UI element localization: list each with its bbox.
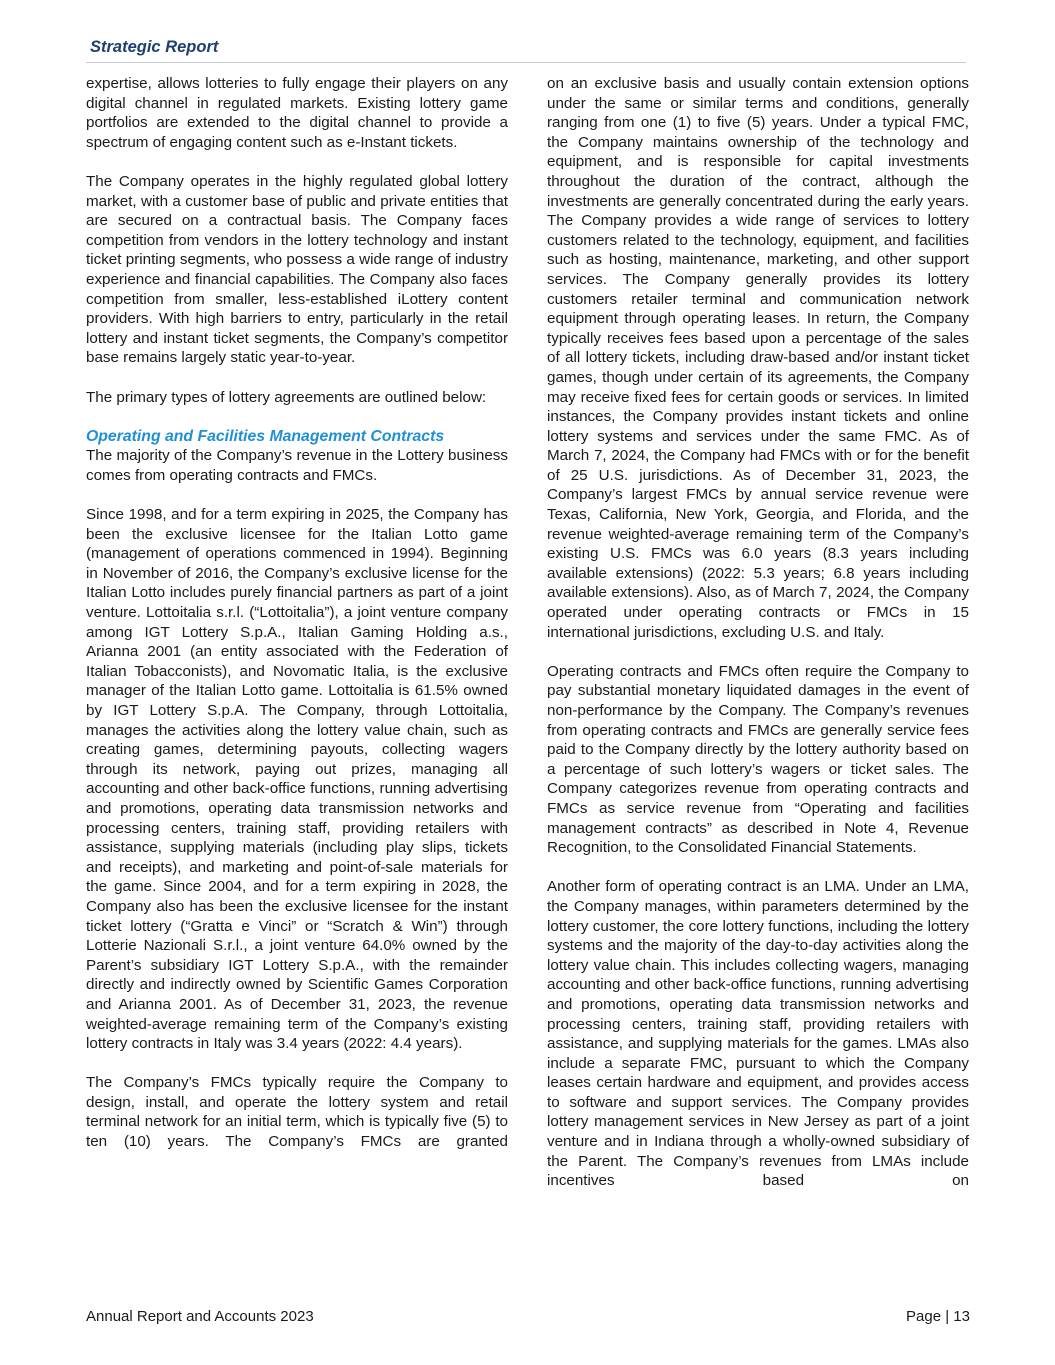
paragraph: on an exclusive basis and usually contain extension options under the same or similar terms and conditions, generally ranging from one (1) to five (5) years. Under a typical FMC, the Company maintains ownership of the technology and equipment, and is responsible for capital investments throughout the duration of the contract, although the investments are generally concentrated during the early years. The Company provides a wide range of services to lottery customers related to the technology, equipment, and facilities such as hosting, maintenance, marketing, and other support services. The Company generally provides its lottery customers retailer terminal and communication network equipment through operating leases. In return, the Company typically receives fees based upon a percentage of the sales of all lottery tickets, including draw-based and/or instant ticket games, though under certain of its agreements, the Company may receive fixed fees for certain goods or services. In limited instances, the Company provides instant tickets and online lottery systems and services under the same FMC. As of March 7, 2024, the Company had FMCs with or for the benefit of 25 U.S. jurisdictions. As of December 31, 2023, the Company’s largest FMCs by annual service revenue were Texas, California, New York, Georgia, and Florida, and the revenue weighted-average remaining term of the Company’s existing U.S. FMCs was 6.0 years (8.3 years including available extensions) (2022: 5.3 years; 6.8 years including available extensions). Also, as of March 7, 2024, the Company operated under operating contracts or FMCs in 15 international jurisdictions, excluding U.S. and Italy. (547, 75, 969, 641)
paragraph: expertise, allows lotteries to fully engage their players on any digital channel in regulated markets. Existing lottery game portfolios are extended to the digital channel to provide a spectrum of engaging content such as e-Instant tickets. (86, 75, 508, 151)
page-number: Page | 13 (906, 1308, 970, 1325)
paragraph: The Company’s FMCs typically require the Company to design, install, and operate the lottery system and retail terminal network for an initial term, which is typically five (5) to ten (10) years. The Company’s FMCs are granted (86, 1074, 508, 1151)
paragraph: The Company operates in the highly regulated global lottery market, with a customer base of public and private entities that are secured on a contractual basis. The Company faces competition from vendors in the lottery technology and instant ticket printing segments, who possess a wide range of industry experience and financial capabilities. The Company also faces competition from smaller, less-established iLottery content providers. With high barriers to entry, particularly in the retail lottery and instant ticket segments, the Company’s competitor base remains largely static year-to-year. (86, 172, 508, 367)
section-title: Strategic Report (90, 38, 219, 56)
header-divider (86, 62, 966, 63)
subsection-heading: Operating and Facilities Management Contracts (86, 427, 445, 445)
paragraph: The majority of the Company’s revenue in the Lottery business comes from operating contracts and FMCs. (86, 447, 508, 484)
footer-report-title: Annual Report and Accounts 2023 (86, 1308, 314, 1325)
paragraph: The primary types of lottery agreements are outlined below: (86, 388, 487, 406)
paragraph: Since 1998, and for a term expiring in 2025, the Company has been the exclusive licensee for the Italian Lotto game (management of operations commenced in 1994). Beginning in November of 2016, the Company’s exclusive license for the Italian Lotto includes purely financial partners as part of a joint venture. Lottoitalia s.r.l. (“Lottoitalia”), a joint venture company among IGT Lottery S.p.A., Italian Gaming Holding a.s., Arianna 2001 (an entity associated with the Federation of Italian Tobacconists), and Novomatic Italia, is the exclusive manager of the Italian Lotto game. Lottoitalia is 61.5% owned by IGT Lottery S.p.A. The Company, through Lottoitalia, manages the activities along the lottery value chain, such as creating games, determining payouts, collecting wagers through its network, paying out prizes, managing all accounting and other back-office functions, running advertising and promotions, operating data transmission networks and processing centers, training staff, providing retailers with assistance, supplying materials (including play slips, tickets and receipts), and marketing and point-of-sale materials for the game. Since 2004, and for a term expiring in 2028, the Company also has been the exclusive licensee for the instant ticket lottery (“Gratta e Vinci” or “Scratch & Win”) through Lotterie Nazionali S.r.l., a joint venture 64.0% owned by the Parent’s subsidiary IGT Lottery S.p.A., with the remainder directly and indirectly owned by Scientific Games Corporation and Arianna 2001. As of December 31, 2023, the revenue weighted-average remaining term of the Company’s existing lottery contracts in Italy was 3.4 years (2022: 4.4 years). (86, 506, 508, 1053)
right-column (547, 74, 969, 1191)
paragraph: Another form of operating contract is an LMA. Under an LMA, the Company manages, within parameters determined by the lottery customer, the core lottery functions, including the lottery systems and the majority of the day-to-day activities along the lottery value chain. This includes collecting wagers, managing accounting and other back-office functions, running advertising and promotions, operating data transmission networks and processing centers, training staff, providing retailers with assistance, and supplying materials for the games. LMAs also include a separate FMC, pursuant to which the Company leases certain hardware and equipment, and provides access to software and support services. The Company provides lottery management services in New Jersey as part of a joint venture and in Indiana through a wholly-owned subsidiary of the Parent. The Company’s revenues from LMAs include incentives based on (547, 878, 969, 1190)
paragraph: Operating contracts and FMCs often require the Company to pay substantial monetary liquidated damages in the event of non-performance by the Company. The Company’s revenues from operating contracts and FMCs are generally service fees paid to the Company directly by the lottery authority based on a percentage of such lottery’s wagers or ticket sales. The Company categorizes revenue from operating contracts and FMCs as service revenue from “Operating and facilities management contracts” as described in Note 4, Revenue Recognition, to the Consolidated Financial Statements. (547, 662, 969, 857)
left-column (86, 74, 508, 1152)
